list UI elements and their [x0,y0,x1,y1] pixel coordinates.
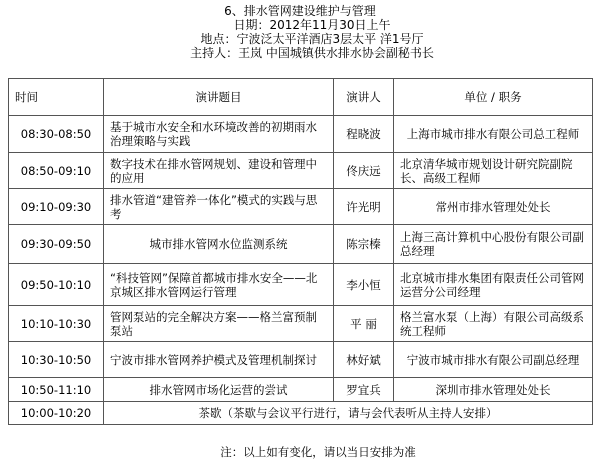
row-time: 09:10-09:30 [9,189,104,225]
row-speaker: 林好斌 [334,342,394,378]
row-unit: 北京清华城市规划设计研究院副院长、高级工程师 [394,153,593,189]
row-unit: 宁波市城市排水有限公司副总经理 [394,342,593,378]
row-speaker: 程晓波 [334,116,394,153]
row-topic: 宁波市排水管网养护模式及管理机制探讨 [104,342,334,378]
row-speaker: 佟庆远 [334,153,394,189]
row-topic: 数字技术在排水管网规划、建设和管理中的应用 [104,153,334,189]
row-speaker: 陈宗榛 [334,225,394,264]
row-unit: 深圳市排水管理处处长 [394,378,593,402]
table-row [9,225,593,264]
table-header-row [9,79,593,116]
table-row [9,378,593,402]
row-topic: “科技管网”保障首都城市排水安全——北京城区排水管网运行管理 [104,264,334,306]
table-row [9,153,593,189]
row-unit: 北京城市排水集团有限责任公司管网运营分公司经理 [394,264,593,306]
row-speaker: 平 丽 [334,306,394,342]
table-row [9,189,593,225]
row-time: 09:30-09:50 [9,225,104,264]
row-unit: 常州市排水管理处处长 [394,189,593,225]
row-time: 09:50-10:10 [9,264,104,306]
session-venue: 地点：宁波泛太平洋酒店3层太平 洋1号厅 [200,32,424,46]
row-time: 10:10-10:30 [9,306,104,342]
row-speaker: 李小恒 [334,264,394,306]
row-unit: 上海市城市排水有限公司总工程师 [394,116,593,153]
table-row [9,306,593,342]
row-unit: 上海三高计算机中心股份有限公司副总经理 [394,225,593,264]
footnote: 注：以上如有变化，请以当日安排为准 [220,445,416,459]
break-time: 10:00-10:20 [9,402,104,425]
row-time: 08:50-09:10 [9,153,104,189]
session-host: 主持人：王岚 中国城镇供水排水协会副秘书长 [190,46,434,60]
row-topic: 排水管道“建管养一体化”模式的实践与思考 [104,189,334,225]
session-header [0,4,600,60]
row-topic: 城市排水管网水位监测系统 [104,225,334,264]
row-topic: 管网泵站的完全解决方案——格兰富预制泵站 [104,306,334,342]
column-header-speaker: 演讲人 [334,79,394,116]
row-topic: 排水管网市场化运营的尝试 [104,378,334,402]
row-time: 10:30-10:50 [9,342,104,378]
column-header-topic: 演讲题目 [104,79,334,116]
table-row [9,342,593,378]
row-unit: 格兰富水泵（上海）有限公司高级系统工程师 [394,306,593,342]
session-title: 6、排水管网建设维护与管理 [224,4,376,18]
session-date: 日期：2012年11月30日上午 [233,18,391,32]
column-header-time: 时间 [9,79,104,116]
row-time: 08:30-08:50 [9,116,104,153]
table-row [9,116,593,153]
row-speaker: 罗宜兵 [334,378,394,402]
row-topic: 基于城市水安全和水环境改善的初期雨水治理策略与实践 [104,116,334,153]
agenda-table [8,78,593,425]
break-text: 茶歇（茶歇与会议平行进行，请与会代表听从主持人安排） [104,402,593,425]
break-row [9,402,593,425]
column-header-unit: 单位 / 职务 [394,79,593,116]
row-time: 10:50-11:10 [9,378,104,402]
table-row [9,264,593,306]
row-speaker: 许光明 [334,189,394,225]
